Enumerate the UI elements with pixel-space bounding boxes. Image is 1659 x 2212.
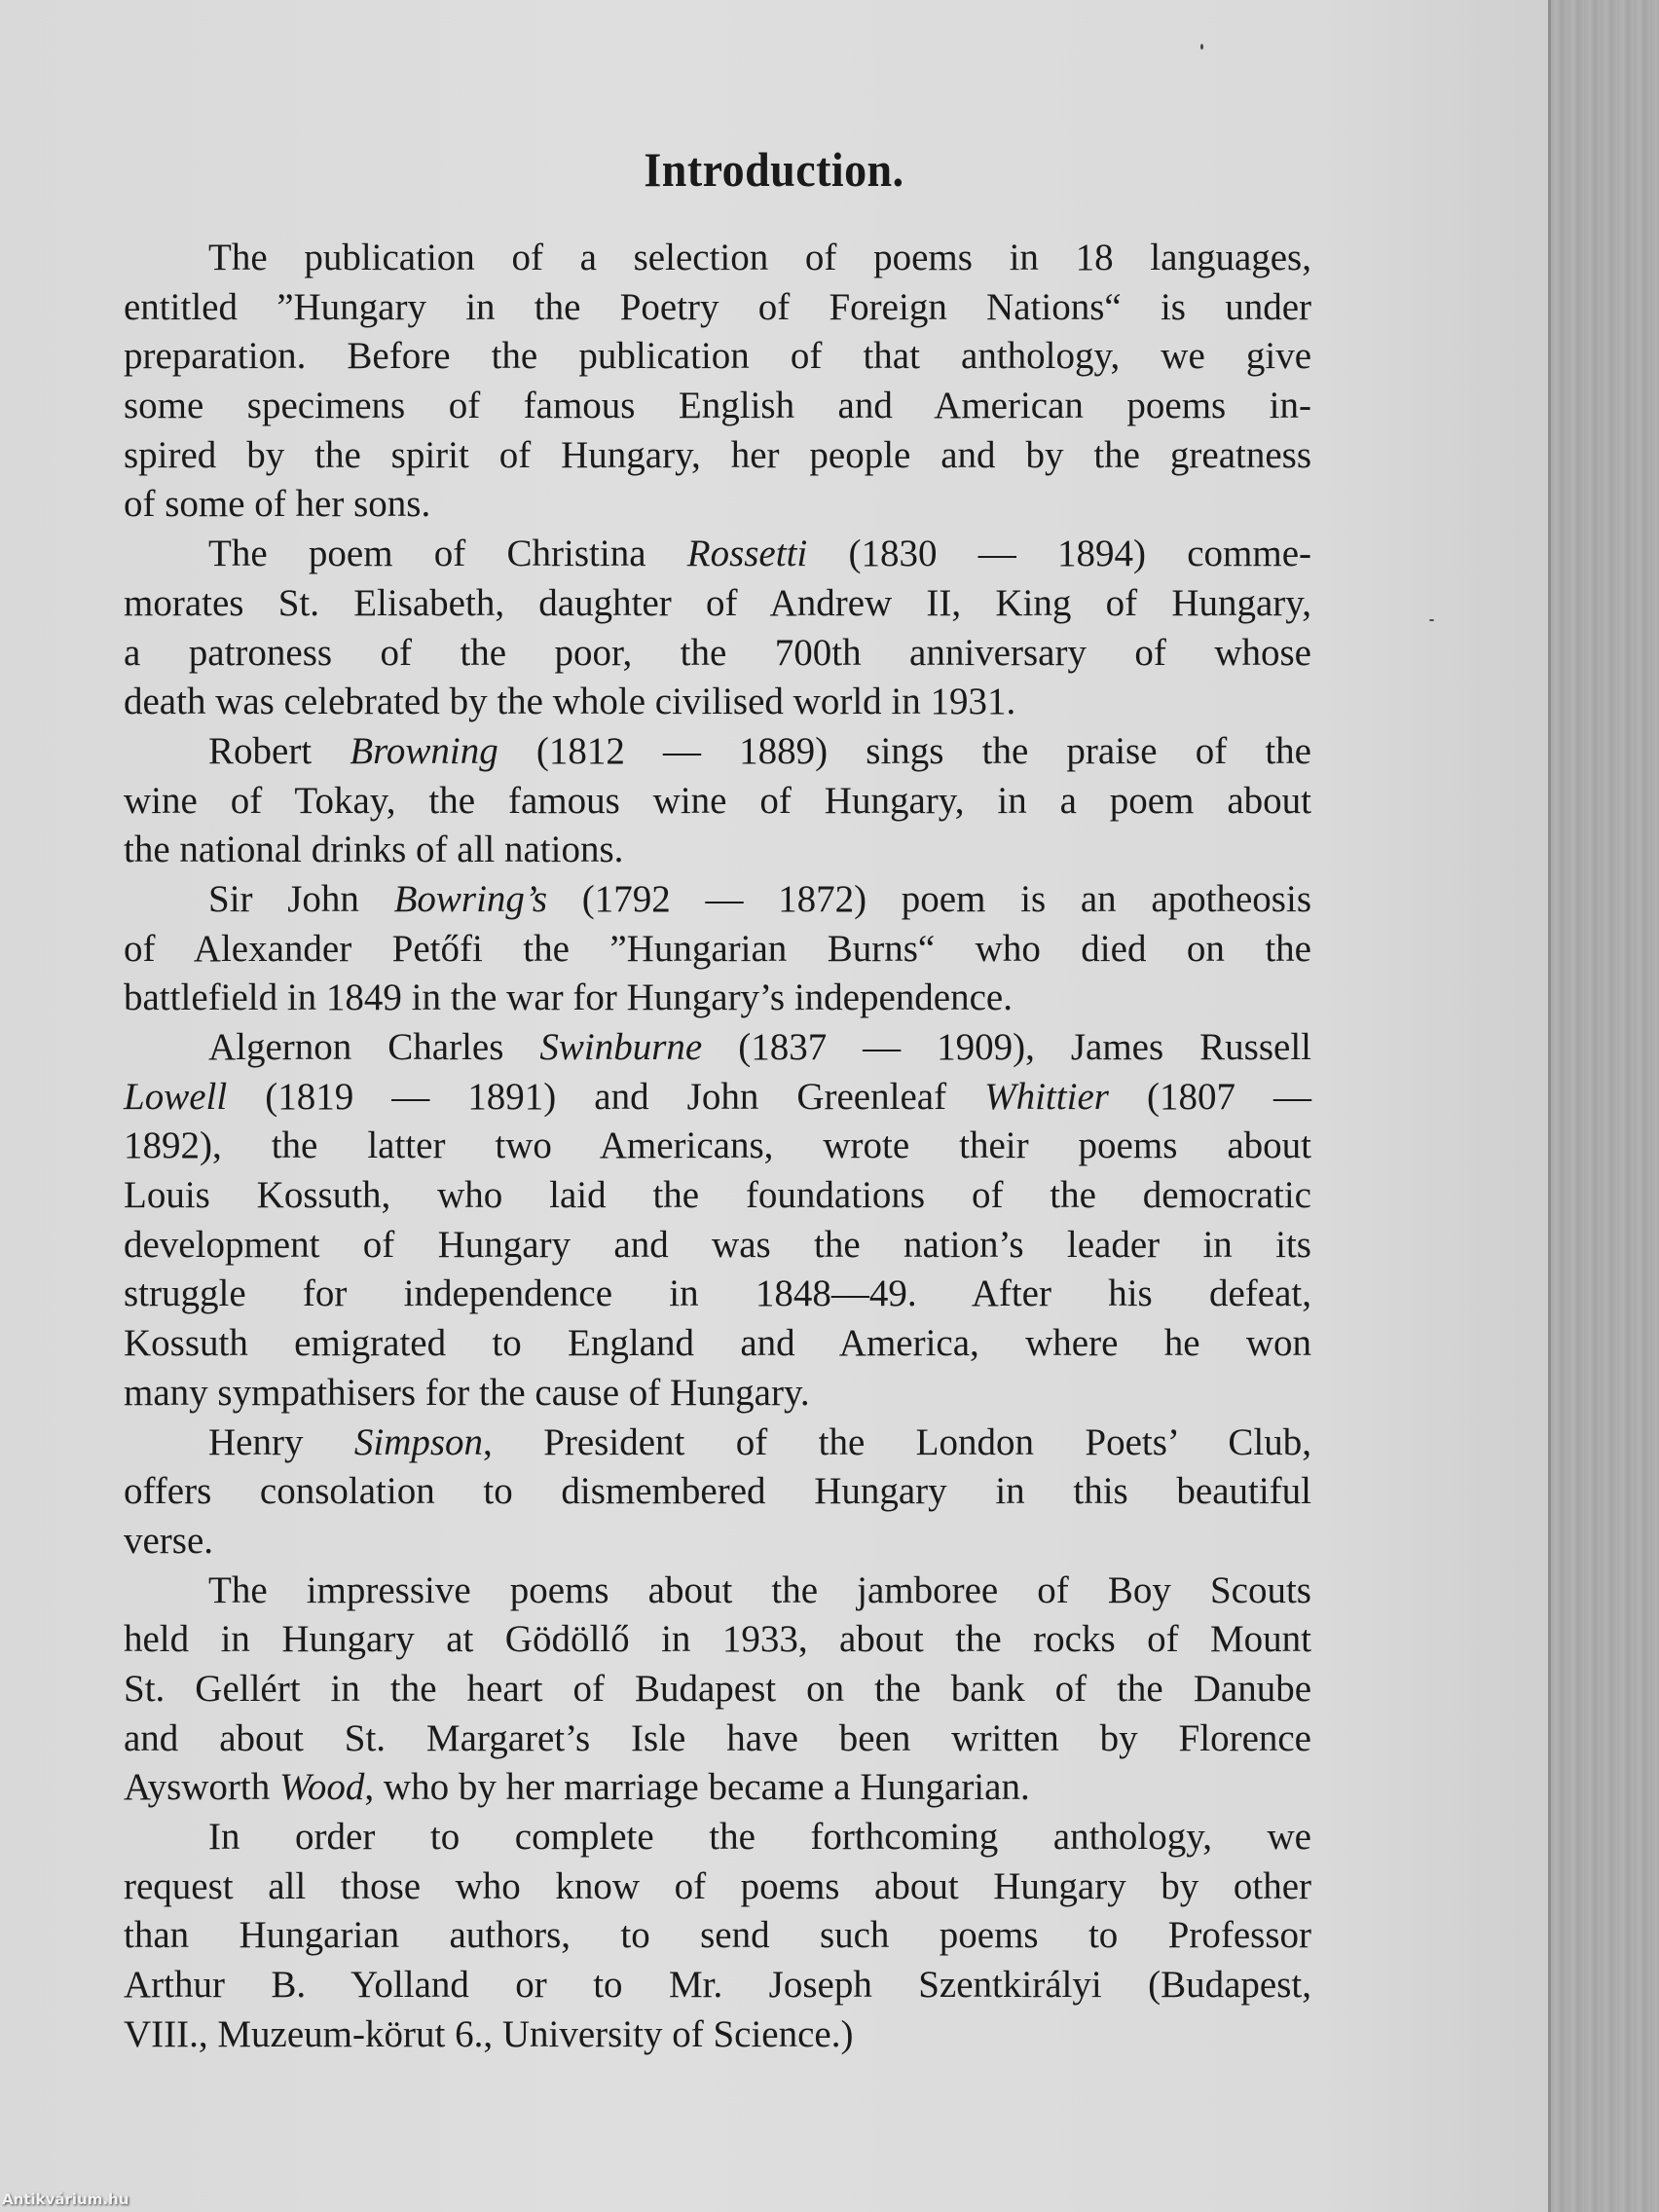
text-line: [124, 382, 1311, 431]
text-line: [124, 1665, 1311, 1714]
text-segment: struggle for independence in 1848—49. After his defeat,: [124, 1272, 1311, 1315]
italic-name: Rossetti: [686, 533, 808, 575]
text-line: [124, 1073, 1311, 1123]
text-segment: (1807 —: [1108, 1075, 1311, 1118]
text-segment: of Alexander Petőfi the ”Hungarian Burns“ who died on the: [124, 927, 1311, 970]
text-line: [124, 332, 1311, 382]
page-title: Introduction.: [644, 142, 904, 197]
text-line: [124, 1122, 1311, 1171]
text-line: [124, 431, 1311, 481]
text-segment: In order to complete the forthcoming anthology, we: [208, 1816, 1311, 1858]
text-line: [124, 925, 1311, 975]
paragraph: [124, 875, 1311, 1023]
text-segment: (1819 — 1891) and John Greenleaf: [227, 1075, 985, 1118]
text-segment: held in Hungary at Gödöllő in 1933, about the rocks of Mount: [124, 1618, 1311, 1661]
text-line: [124, 234, 1311, 283]
text-line: [124, 1270, 1311, 1319]
text-segment: verse.: [124, 1519, 214, 1562]
text-segment: 1892), the latter two Americans, wrote their poems about: [124, 1124, 1311, 1167]
text-segment: Louis Kossuth, who laid the foundations of the democratic: [124, 1174, 1311, 1217]
text-line: [124, 1567, 1311, 1616]
text-line: [124, 1961, 1311, 2010]
text-line: [124, 875, 1311, 925]
text-segment: The poem of Christina: [208, 533, 687, 575]
text-segment: than Hungarian authors, to send such poems to Professor: [124, 1914, 1311, 1957]
italic-name: Simpson: [353, 1420, 484, 1463]
book-page-edges: [1548, 0, 1659, 2212]
text-segment: entitled ”Hungary in the Poetry of Foreign Nations“ is under: [124, 285, 1311, 328]
text-segment: (1837 — 1909), James Russell: [702, 1026, 1311, 1068]
body-text: [124, 234, 1311, 2059]
text-segment: wine of Tokay, the famous wine of Hungary, in a poem about: [124, 779, 1311, 822]
watermark: Antikvárium.hu: [2, 2191, 129, 2208]
text-segment: The publication of a selection of poems in 18 languages,: [208, 237, 1311, 278]
text-line: [124, 1319, 1311, 1369]
text-line: [124, 1023, 1311, 1073]
text-segment: and about St. Margaret’s Isle have been written by Florence: [124, 1716, 1311, 1759]
text-line: [124, 1862, 1311, 1912]
text-segment: Sir John: [208, 877, 394, 920]
text-segment: preparation. Before the publication of that anthology, we give: [124, 335, 1311, 378]
text-segment: the national drinks of all nations.: [124, 829, 624, 871]
text-line: [124, 1615, 1311, 1665]
paragraph: [124, 530, 1311, 727]
paragraph: [124, 727, 1311, 875]
text-line: [124, 1221, 1311, 1271]
text-segment: development of Hungary and was the nation’s leader in its: [124, 1223, 1311, 1266]
text-segment: some specimens of famous English and American poems in-: [124, 385, 1311, 427]
text-line: [124, 629, 1311, 679]
text-line: [124, 1419, 1311, 1468]
text-line: [124, 1714, 1311, 1764]
italic-name: Bowring’s: [393, 877, 548, 920]
text-segment: a patroness of the poor, the 700th anniversary of whose: [124, 631, 1311, 674]
italic-name: Lowell: [124, 1075, 228, 1118]
text-line: [124, 1467, 1311, 1517]
italic-name: Whittier: [984, 1075, 1109, 1118]
text-line: [124, 1813, 1311, 1862]
text-segment: (1812 — 1889) sings the praise of the: [498, 729, 1311, 772]
text-line: [124, 2010, 1311, 2060]
text-segment: Arthur B. Yolland or to Mr. Joseph Szentkirályi (Budapest,: [124, 1964, 1311, 2007]
text-line: [124, 530, 1311, 579]
paragraph: [124, 1813, 1311, 2059]
text-line: [124, 974, 1311, 1023]
text-segment: , who by her marriage became a Hungarian.: [364, 1766, 1030, 1809]
text-segment: (1792 — 1872) poem is an apotheosis: [547, 877, 1311, 920]
text-segment: VIII., Muzeum-körut 6., University of Science.): [124, 2012, 854, 2055]
italic-name: Wood: [279, 1766, 365, 1809]
text-segment: many sympathisers for the cause of Hungary.: [124, 1371, 810, 1414]
text-line: [124, 1171, 1311, 1221]
text-line: [124, 283, 1311, 333]
text-segment: St. Gellért in the heart of Budapest on the bank of the Danube: [124, 1667, 1311, 1710]
text-line: [124, 1911, 1311, 1961]
text-line: [124, 1517, 1311, 1567]
text-segment: of some of her sons.: [124, 483, 431, 526]
text-line: [124, 727, 1311, 777]
text-segment: , President of the London Poets’ Club,: [483, 1420, 1311, 1463]
text-segment: battlefield in 1849 in the war for Hungary’s independence.: [124, 977, 1013, 1019]
italic-name: Browning: [350, 729, 498, 772]
paragraph: [124, 1419, 1311, 1567]
paragraph: [124, 1567, 1311, 1813]
text-segment: morates St. Elisabeth, daughter of Andrew II, King of Hungary,: [124, 581, 1311, 624]
text-segment: Aysworth: [124, 1766, 279, 1809]
text-line: [124, 826, 1311, 875]
text-line: [124, 1763, 1311, 1813]
print-speck: [1200, 44, 1203, 50]
text-line: [124, 1369, 1311, 1419]
text-line: [124, 579, 1311, 629]
text-segment: The impressive poems about the jamboree of Boy Scouts: [208, 1568, 1311, 1611]
text-segment: Algernon Charles: [208, 1026, 540, 1068]
text-line: [124, 777, 1311, 827]
italic-name: Swinburne: [539, 1026, 703, 1068]
text-segment: death was celebrated by the whole civilised world in 1931.: [124, 681, 1016, 723]
text-segment: Robert: [208, 729, 350, 772]
text-segment: spired by the spirit of Hungary, her people and by the greatness: [124, 433, 1311, 476]
paragraph: [124, 1023, 1311, 1419]
text-segment: (1830 — 1894) comme-: [807, 533, 1311, 575]
text-line: [124, 480, 1311, 530]
print-speck: [1429, 619, 1434, 621]
text-segment: Henry: [208, 1420, 354, 1463]
text-segment: offers consolation to dismembered Hungary in this beautiful: [124, 1470, 1311, 1513]
text-line: [124, 678, 1311, 727]
paragraph: [124, 234, 1311, 530]
text-segment: request all those who know of poems about Hungary by other: [124, 1864, 1311, 1907]
text-segment: Kossuth emigrated to England and America, where he won: [124, 1322, 1311, 1365]
